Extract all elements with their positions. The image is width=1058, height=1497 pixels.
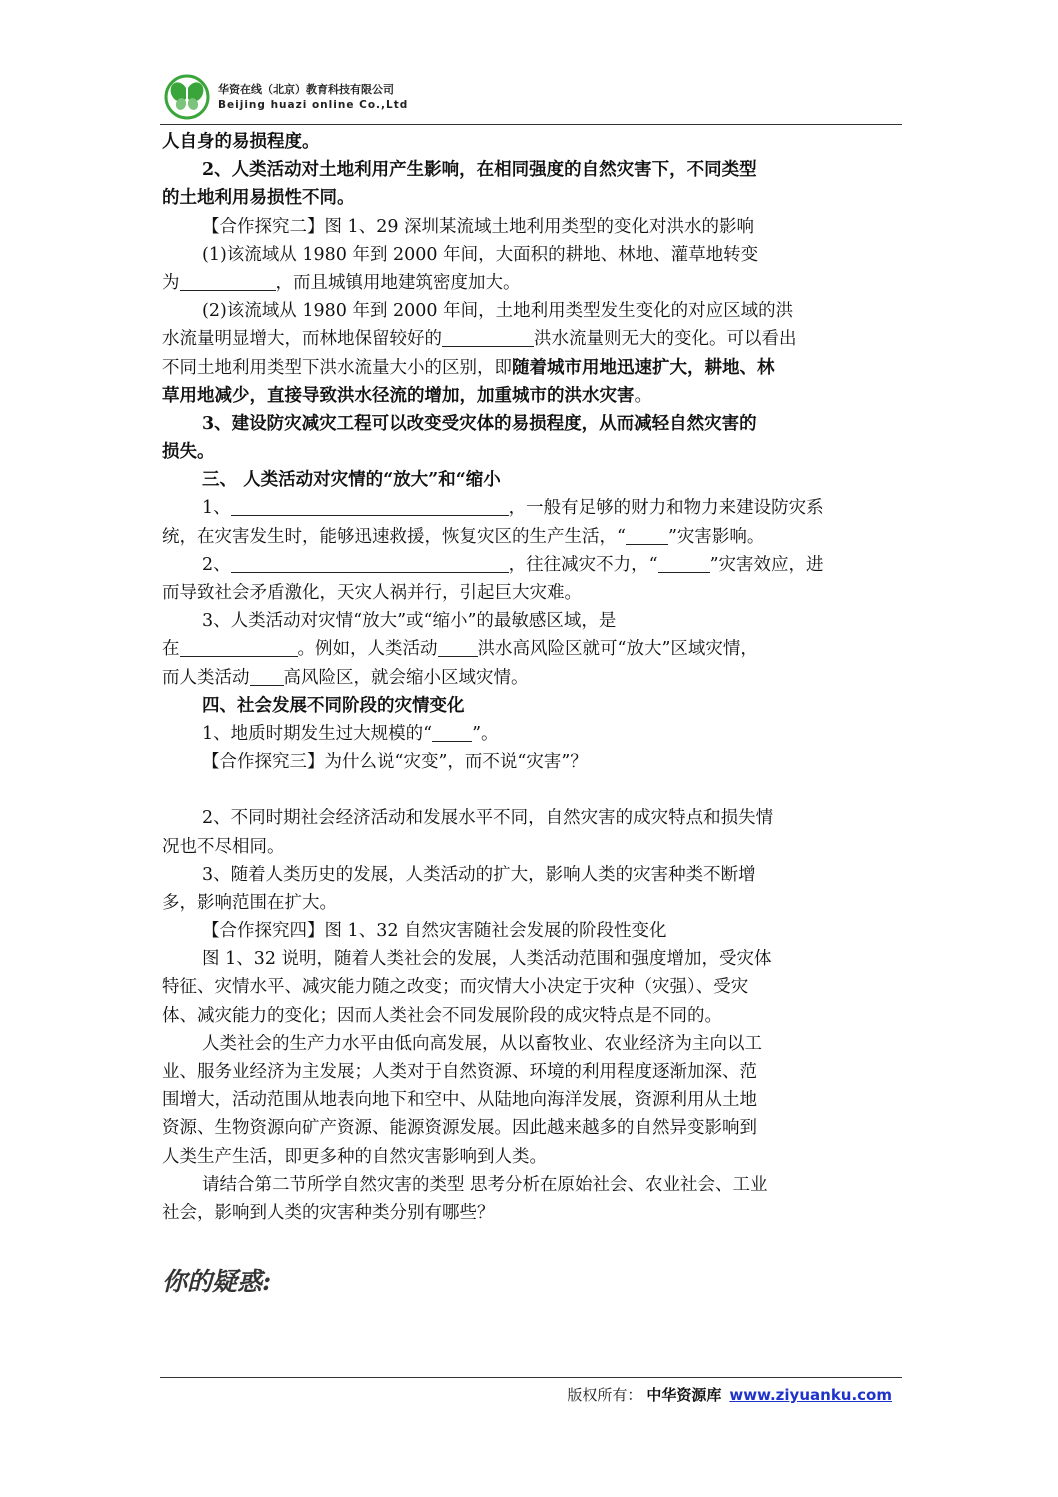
page-header bbox=[162, 72, 902, 124]
text-line: 特征、灾情水平、减灾能力随之改变；而灾情大小决定于灾种（灾强）、受灾 bbox=[162, 977, 749, 998]
text-line: 为 ，而且城镇用地建筑密度加大。 bbox=[162, 272, 521, 293]
text-line: 3、随着人类历史的发展，人类活动的扩大，影响人类的灾害种类不断增 bbox=[202, 864, 756, 885]
document-body bbox=[162, 128, 902, 1227]
section-heading: 四、社会发展不同阶段的灾情变化 bbox=[202, 695, 465, 716]
copyright-label: 版权所有： bbox=[567, 1386, 643, 1404]
section-heading: 三、 人类活动对灾情的“放大”和“缩小 bbox=[202, 470, 501, 491]
text-line: 请结合第二节所学自然灾害的类型 思考分析在原始社会、农业社会、工业 bbox=[202, 1174, 768, 1195]
text-line: 的土地利用易损性不同。 bbox=[162, 188, 355, 209]
fill-blank bbox=[442, 328, 534, 347]
fill-blank bbox=[231, 497, 509, 516]
text-line: 人自身的易损程度。 bbox=[162, 132, 320, 152]
header-divider bbox=[160, 124, 902, 125]
fill-blank bbox=[626, 526, 668, 545]
fill-blank bbox=[658, 554, 710, 573]
text-line: 水流量明显增大，而林地保留较好的 洪水流量则无大的变化。可以看出 bbox=[162, 329, 797, 350]
section-heading: 【合作探究三】为什么说“灾变”，而不说“灾害”？ bbox=[202, 752, 588, 773]
text-line: 人类生产生活，即更多种的自然灾害影响到人类。 bbox=[162, 1146, 547, 1167]
fill-blank bbox=[180, 638, 298, 657]
section-heading: 【合作探究四】图 1、32 自然灾害随社会发展的阶段性变化 bbox=[202, 921, 667, 942]
text-line: 1、地质时期发生过大规模的“ ”。 bbox=[202, 723, 499, 744]
text-line: 草用地减少，直接导致洪水径流的增加，加重城市的洪水灾害。 bbox=[162, 385, 652, 406]
text-line: 2、不同时期社会经济活动和发展水平不同，自然灾害的成灾特点和损失情 bbox=[202, 808, 774, 829]
butterfly-logo-icon bbox=[164, 74, 210, 120]
text-line: 而导致社会矛盾激化，天灾人祸并行，引起巨大灾难。 bbox=[162, 583, 582, 603]
text-line: 2、人类活动对土地利用产生影响，在相同强度的自然灾害下，不同类型 bbox=[202, 160, 757, 181]
site-url-link[interactable]: www.ziyuanku.com bbox=[729, 1386, 892, 1404]
text-line: 而人类活动 高风险区，就会缩小区域灾情。 bbox=[162, 667, 529, 688]
fill-blank bbox=[231, 554, 509, 573]
fill-blank bbox=[250, 667, 284, 686]
text-line: 社会，影响到人类的灾害种类分别有哪些？ bbox=[162, 1202, 495, 1223]
text-line: 损失。 bbox=[162, 442, 215, 463]
fill-blank bbox=[438, 638, 478, 657]
text-line: 围增大，活动范围从地表向地下和空中、从陆地向海洋发展，资源利用从土地 bbox=[162, 1090, 757, 1111]
company-name-en: Beijing huazi online Co.,Ltd bbox=[218, 99, 409, 111]
text-line: 图 1、32 说明，随着人类社会的发展，人类活动范围和强度增加，受灾体 bbox=[202, 949, 772, 970]
text-line: 业、服务业经济为主发展；人类对于自然资源、环境的利用程度逐渐加深、范 bbox=[162, 1062, 757, 1082]
text-line: 不同土地利用类型下洪水流量大小的区别，即随着城市用地迅速扩大，耕地、林 bbox=[162, 357, 775, 378]
text-line: 体、减灾能力的变化；因而人类社会不同发展阶段的成灾特点是不同的。 bbox=[162, 1005, 722, 1026]
text-line: 统，在灾害发生时，能够迅速救援，恢复灾区的生产生活，“ ”灾害影响。 bbox=[162, 526, 765, 547]
site-name: 中华资源库 bbox=[646, 1386, 722, 1404]
text-line: 3、人类活动对灾情“放大”或“缩小”的最敏感区域，是 bbox=[202, 611, 617, 632]
fill-blank bbox=[180, 272, 276, 291]
text-line: 2、 ，往往减灾不力，“ ”灾害效应，进 bbox=[202, 554, 824, 575]
text-line: 况也不尽相同。 bbox=[162, 836, 285, 857]
section-heading: 【合作探究二】图 1、29 深圳某流域土地利用类型的变化对洪水的影响 bbox=[202, 216, 755, 237]
company-name-cn: 华资在线（北京）教育科技有限公司 bbox=[218, 83, 394, 96]
footer-divider bbox=[160, 1377, 902, 1378]
page-footer bbox=[567, 1384, 892, 1405]
text-line: 1、 ，一般有足够的财力和物力来建设防灾系 bbox=[202, 498, 824, 519]
question-heading: 你的疑惑: bbox=[162, 1267, 272, 1296]
answer-space bbox=[162, 776, 902, 804]
text-line: 多，影响范围在扩大。 bbox=[162, 892, 337, 913]
text-line: (1)该流域从 1980 年到 2000 年间，大面积的耕地、林地、灌草地转变 bbox=[202, 244, 759, 265]
text-line: 在 。例如，人类活动 洪水高风险区就可“放大”区域灾情， bbox=[162, 639, 758, 660]
fill-blank bbox=[432, 723, 472, 742]
text-line: 资源、生物资源向矿产资源、能源资源发展。因此越来越多的自然异变影响到 bbox=[162, 1118, 757, 1139]
text-line: 3、建设防灾减灾工程可以改变受灾体的易损程度，从而减轻自然灾害的 bbox=[202, 413, 757, 434]
text-line: 人类社会的生产力水平由低向高发展，从以畜牧业、农业经济为主向以工 bbox=[202, 1033, 762, 1054]
text-line: (2)该流域从 1980 年到 2000 年间，土地利用类型发生变化的对应区域的洪 bbox=[202, 301, 794, 322]
